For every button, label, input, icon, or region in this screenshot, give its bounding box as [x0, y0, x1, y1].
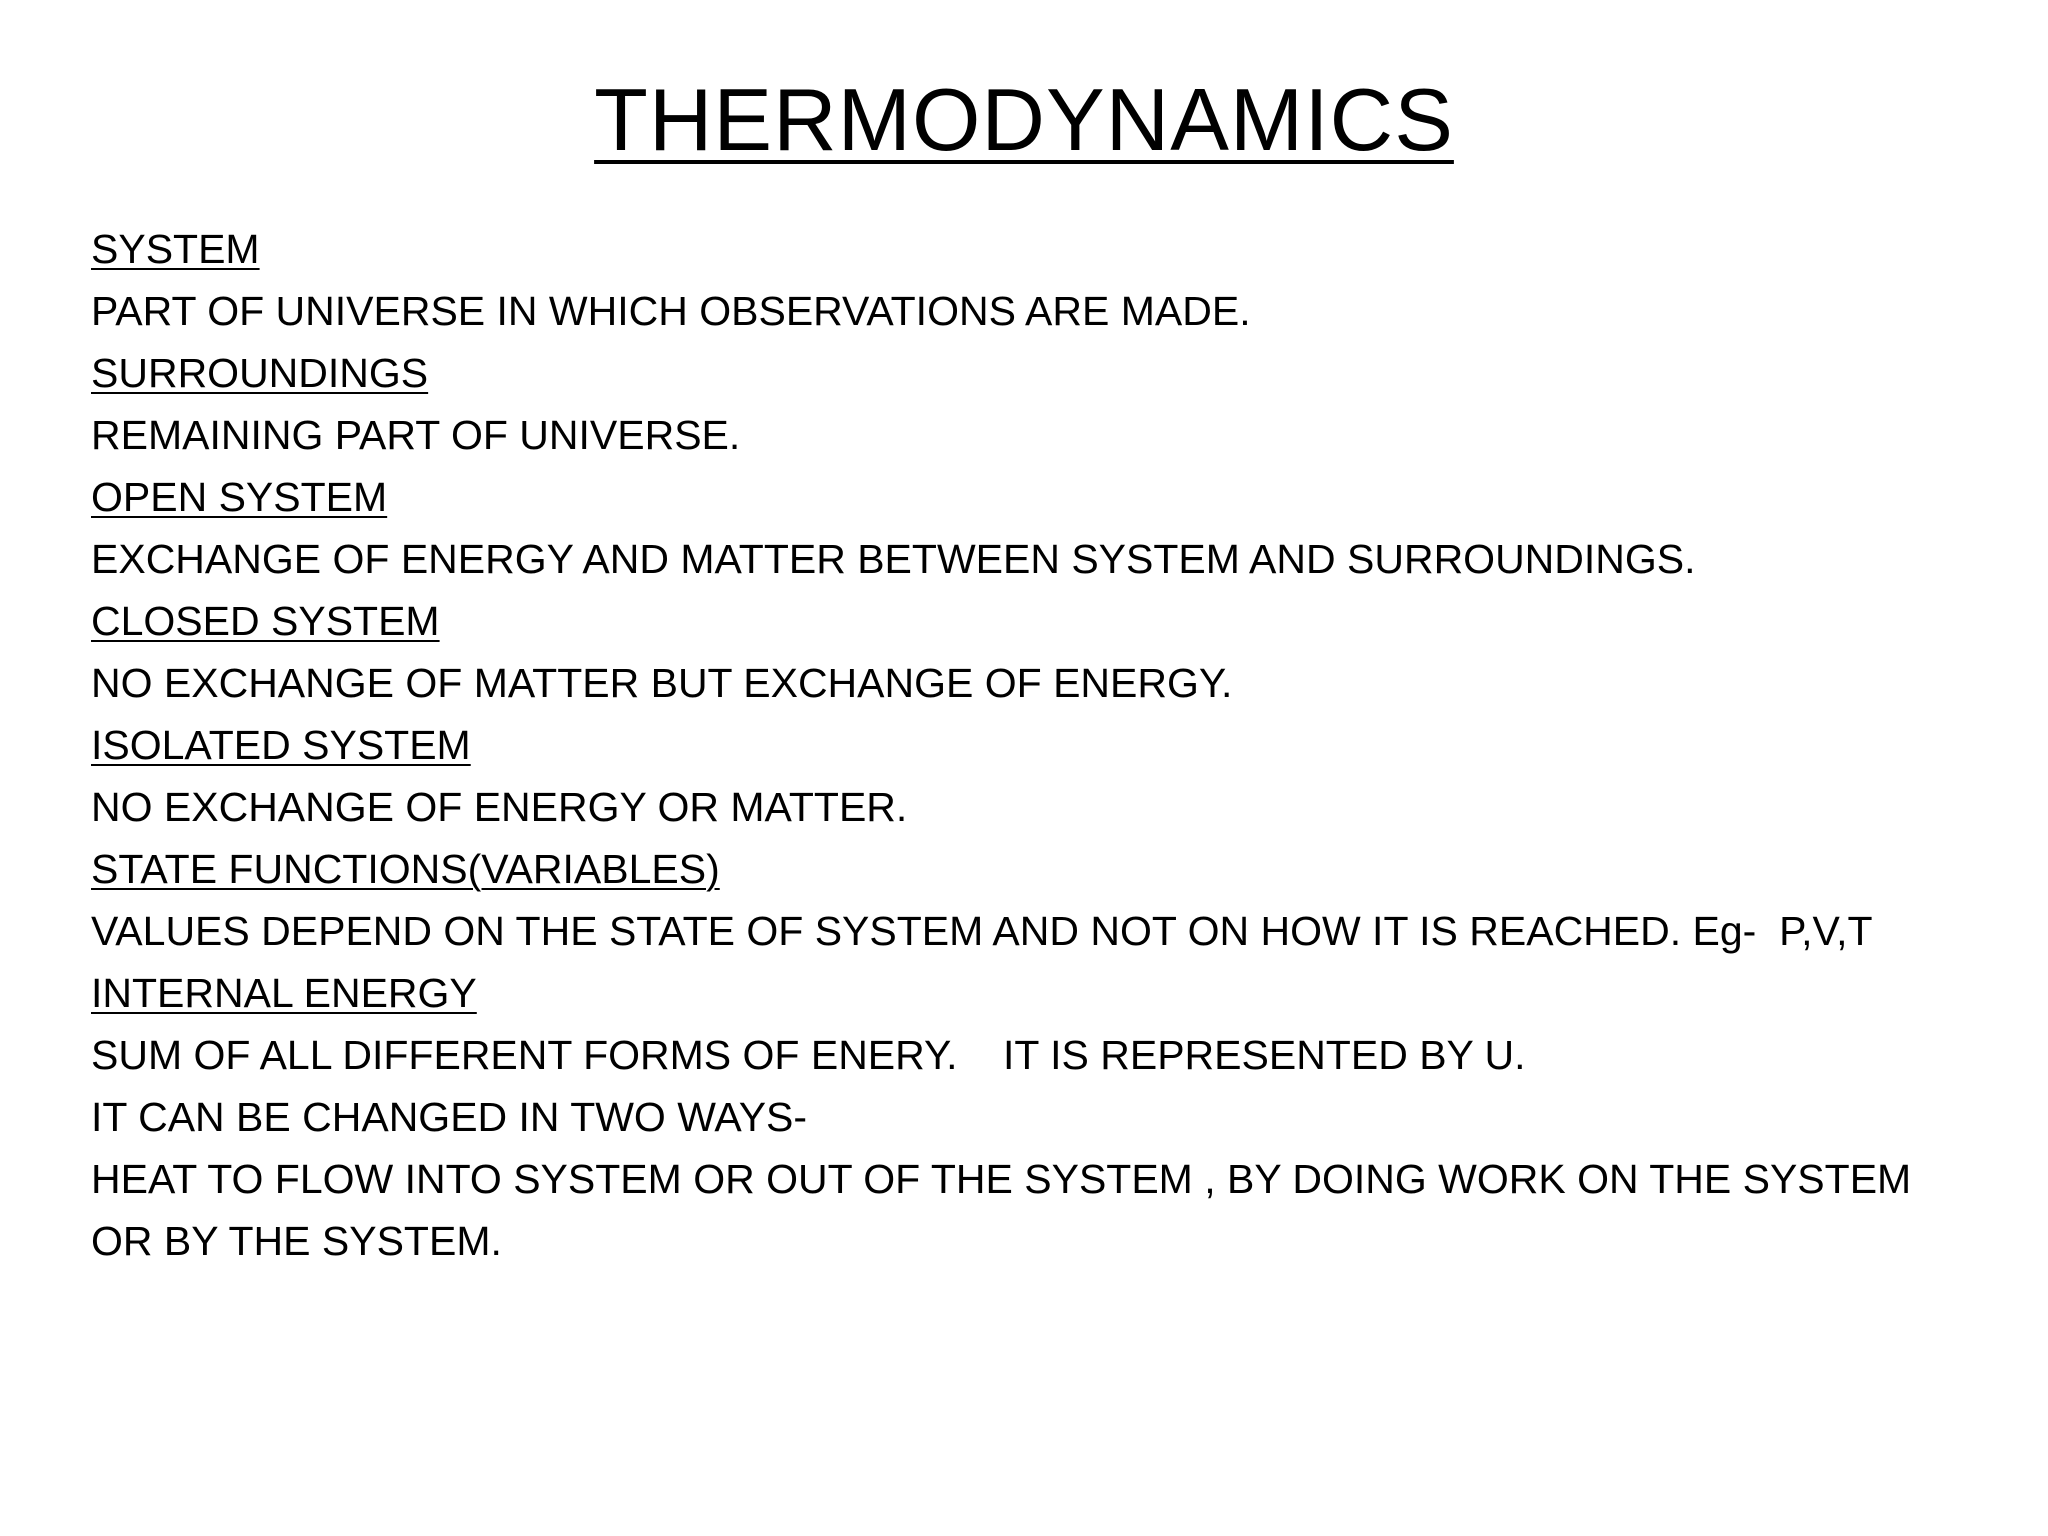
section-heading: SYSTEM — [91, 226, 260, 272]
section-heading: INTERNAL ENERGY — [91, 970, 477, 1016]
section-heading: STATE FUNCTIONS(VARIABLES) — [91, 846, 720, 892]
section-surroundings — [91, 342, 2011, 466]
slide-body — [91, 218, 2011, 1272]
section-text: REMAINING PART OF UNIVERSE. — [91, 412, 741, 458]
slide-title: THERMODYNAMICS — [594, 70, 1454, 169]
section-heading: ISOLATED SYSTEM — [91, 722, 471, 768]
title-container — [0, 70, 2048, 170]
section-heading: CLOSED SYSTEM — [91, 598, 440, 644]
section-state-functions — [91, 838, 2011, 962]
section-text: NO EXCHANGE OF MATTER BUT EXCHANGE OF ENERGY. — [91, 660, 1233, 706]
section-internal-energy — [91, 962, 2011, 1272]
section-text: VALUES DEPEND ON THE STATE OF SYSTEM AND NOT ON HOW IT IS REACHED. Eg- P,V,T — [91, 908, 1873, 954]
section-system — [91, 218, 2011, 342]
section-text: IT CAN BE CHANGED IN TWO WAYS- — [91, 1094, 808, 1140]
section-text: OR BY THE SYSTEM. — [91, 1218, 502, 1264]
section-text: EXCHANGE OF ENERGY AND MATTER BETWEEN SYSTEM AND SURROUNDINGS. — [91, 536, 1696, 582]
section-text: SUM OF ALL DIFFERENT FORMS OF ENERY. IT IS REPRESENTED BY U. — [91, 1032, 1526, 1078]
section-heading: SURROUNDINGS — [91, 350, 429, 396]
section-heading: OPEN SYSTEM — [91, 474, 388, 520]
section-text: PART OF UNIVERSE IN WHICH OBSERVATIONS ARE MADE. — [91, 288, 1251, 334]
section-open-system — [91, 466, 2011, 590]
section-closed-system — [91, 590, 2011, 714]
section-isolated-system — [91, 714, 2011, 838]
section-text: HEAT TO FLOW INTO SYSTEM OR OUT OF THE SYSTEM , BY DOING WORK ON THE SYSTEM — [91, 1156, 1912, 1202]
section-text: NO EXCHANGE OF ENERGY OR MATTER. — [91, 784, 908, 830]
